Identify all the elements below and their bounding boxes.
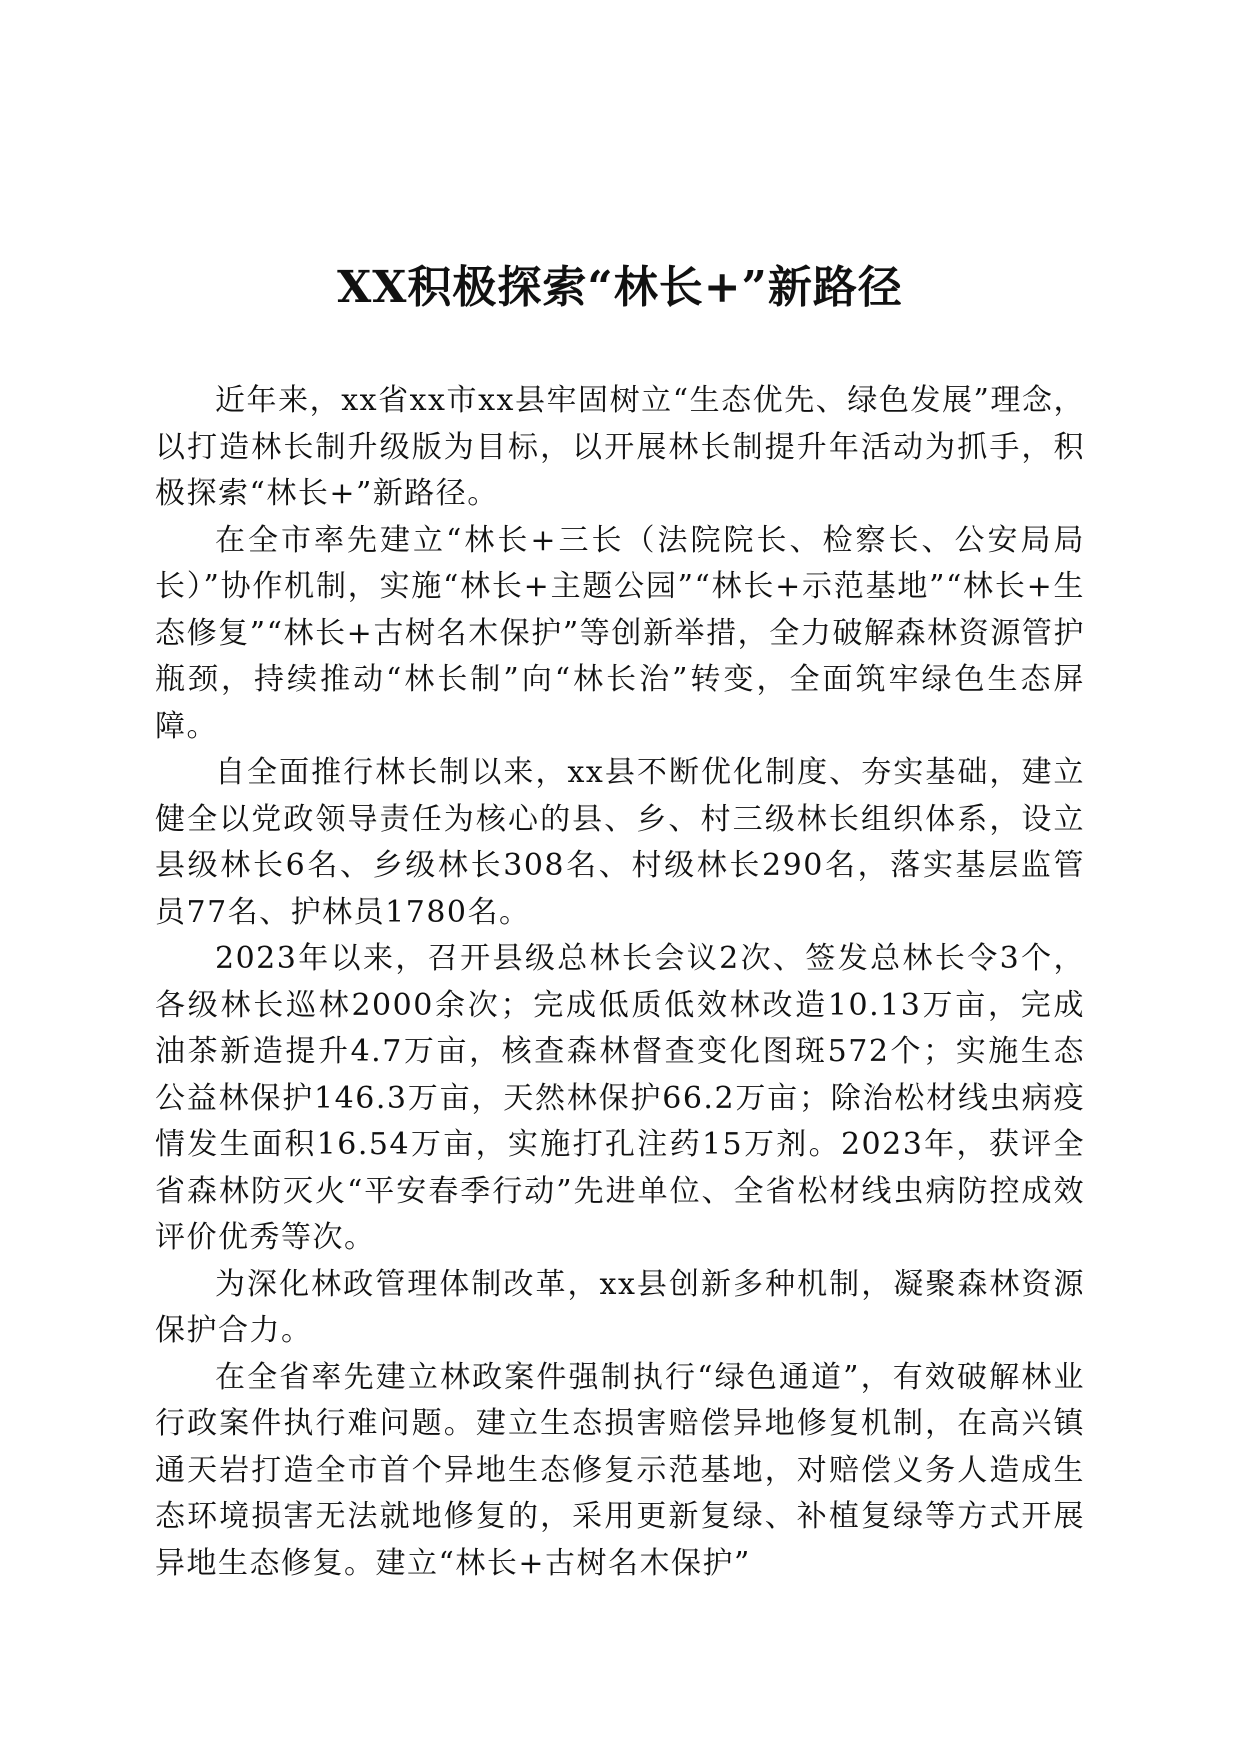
paragraph-2023-achievements: 2023年以来，召开县级总林长会议2次、签发总林长令3个，各级林长巡林2000余次；完成低质低效林改造10.13万亩，完成油茶新造提升4.7万亩，核查森林督查变化图斑572个；实施生态公益林保护146.3万亩，天然林保护66.2万亩；除治松材线虫病疫情发生面积16.54万亩，实施打孔注药15万剂。2023年，获评全省森林防灭火“平安春季行动”先进单位、全省松材线虫病防控成效评价优秀等次。 [155, 941, 1085, 1255]
paragraph-intro: 近年来，xx省xx市xx县牢固树立“生态优先、绿色发展”理念，以打造林长制升级版为目标，以开展林长制提升年活动为抓手，积极探索“林长+”新路径。 [155, 383, 1085, 511]
paragraph-green-channel: 在全省率先建立林政案件强制执行“绿色通道”，有效破解林业行政案件执行难问题。建立生态损害赔偿异地修复机制，在高兴镇通天岩打造全市首个异地生态修复示范基地，对赔偿义务人造成生态环境损害无法就地修复的，采用更新复绿、补植复绿等方式开展异地生态修复。建立“林长+古树名木保护” [155, 1359, 1085, 1581]
document-title: XX积极探索“林长+”新路径 [337, 262, 903, 313]
paragraph-collaboration-mechanism: 在全市率先建立“林长+三长（法院院长、检察长、公安局局长）”协作机制，实施“林长+主题公园”“林长+示范基地”“林长+生态修复”“林长+古树名木保护”等创新举措，全力破解森林资源管护瓶颈，持续推动“林长制”向“林长治”转变，全面筑牢绿色生态屏障。 [155, 522, 1085, 744]
paragraph-organization-system: 自全面推行林长制以来，xx县不断优化制度、夯实基础，建立健全以党政领导责任为核心的县、乡、村三级林长组织体系，设立县级林长6名、乡级林长308名、村级林长290名，落实基层监管员77名、护林员1780名。 [155, 755, 1085, 930]
document-body [155, 378, 1085, 1587]
paragraph-reform: 为深化林政管理体制改革，xx县创新多种机制，凝聚森林资源保护合力。 [155, 1266, 1085, 1348]
